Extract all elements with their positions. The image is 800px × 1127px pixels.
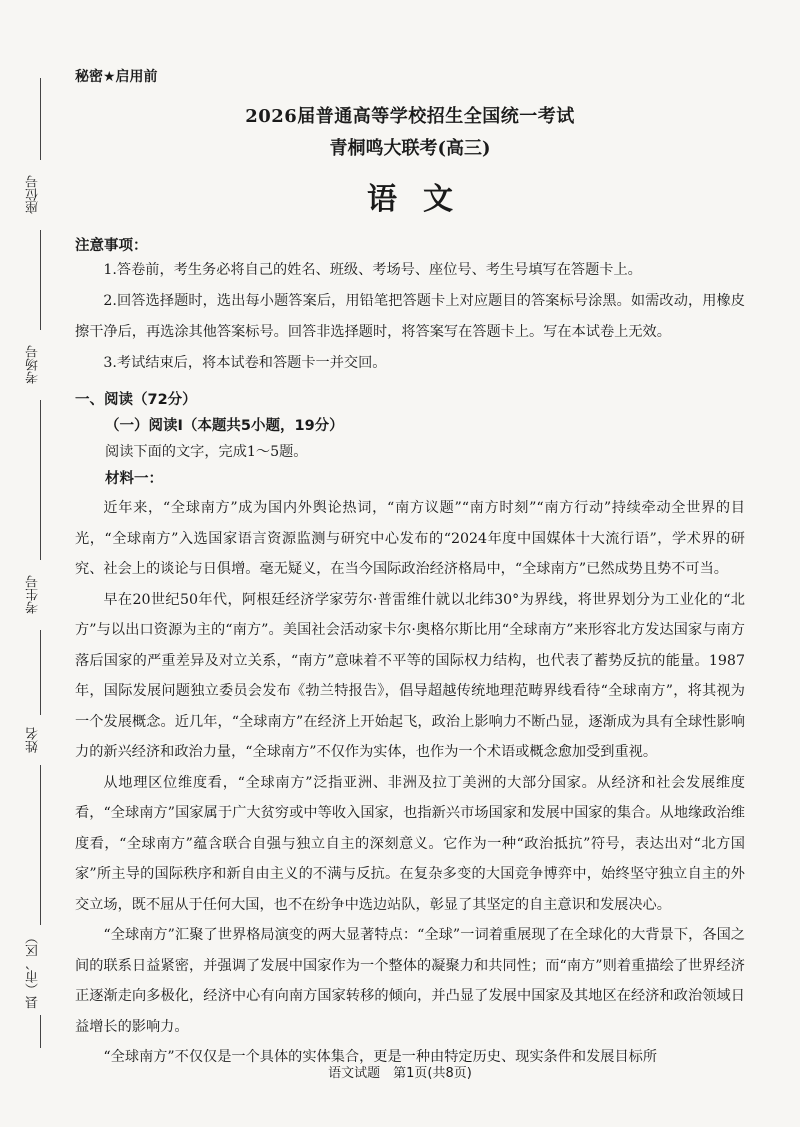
notice-item: 3.考试结束后，将本试卷和答题卡一并交回。 (103, 355, 387, 371)
exam-subtitle: 青桐鸣大联考(高三) (329, 138, 491, 159)
exam-title: 2026届普通高等学校招生全国统一考试 (245, 106, 575, 127)
notice-list (75, 255, 745, 379)
reading-instruction: 阅读下面的文字，完成1～5题。 (105, 444, 308, 460)
paragraph: 近年来，“全球南方”成为国内外舆论热词，“南方议题”“南方时刻”“南方行动”持续牵动全世界的目光，“全球南方”入选国家语言资源监测与研究中心发布的“2024年度中国媒体十大流行语”，学术界的研究、社会上的谈论与日俱增。毫无疑义，在当今国际政治经济格局中，“全球南方”已然成势且势不可当。 (75, 500, 745, 577)
notice-heading: 注意事项： (75, 238, 148, 254)
subsection-heading: （一）阅读Ⅰ（本题共5小题，19分） (105, 418, 344, 434)
paragraph: 从地理区位维度看，“全球南方”泛指亚洲、非洲及拉丁美洲的大部分国家。从经济和社会发展维度看，“全球南方”国家属于广大贫穷或中等收入国家，也指新兴市场国家和发展中国家的集合。从地缘政治维度看，“全球南方”蕴含联合自强与独立自主的深刻意义。它作为一种“政治抵抗”符号，表达出对“北方国家”所主导的国际秩序和新自由主义的不满与反抗。在复杂多变的大国竞争博弈中，始终坚守独立自主的外交立场，既不屈从于任何大国，也不在纷争中选边站队，彰显了其坚定的自主意识和发展决心。 (75, 774, 745, 913)
paragraph: “全球南方”汇聚了世界格局演变的两大显著特点：“全球”一词着重展现了在全球化的大背景下，各国之间的联系日益紧密，并强调了发展中国家作为一个整体的凝聚力和共同性；而“南方”则着重描绘了世界经济正逐渐走向多极化，经济中心有向南方国家转移的倾向，并凸显了发展中国家及其地区在经济和政治领域日益增长的影响力。 (75, 927, 745, 1035)
county-label: 县（市、区） (14, 925, 54, 1015)
student-number-label: 考生号 (14, 560, 54, 630)
name-label: 姓名 (14, 715, 54, 765)
paragraph: “全球南方”不仅仅是一个具体的实体集合，更是一种由特定历史、现实条件和发展目标所 (103, 1049, 658, 1065)
notice-item: 2.回答选择题时，选出每小题答案后，用铅笔把答题卡上对应题目的答案标号涂黑。如需改动，用橡皮擦干净后，再选涂其他答案标号。回答非选择题时，将答案写在答题卡上。写在本试卷上无效。 (75, 293, 745, 340)
section-heading: 一、阅读（72分） (75, 392, 197, 408)
exam-page (75, 66, 745, 1073)
seat-number-label: 座位号 (14, 160, 54, 230)
confidential-mark: 秘密★启用前 (75, 69, 158, 85)
material-label: 材料一： (105, 471, 163, 487)
exam-room-label: 考场号 (14, 330, 54, 400)
page-footer: 语文试题 第1页(共8页) (328, 1066, 472, 1081)
subject-title: 语文 (367, 182, 479, 217)
notice-item: 1.答卷前，考生务必将自己的姓名、班级、考场号、座位号、考生号填写在答题卡上。 (103, 262, 642, 278)
paragraph: 早在20世纪50年代，阿根廷经济学家劳尔·普雷维什就以北纬30°为界线，将世界划分为工业化的“北方”与以出口资源为主的“南方”。美国社会活动家卡尔·奥格尔斯比用“全球南方”来形容北方发达国家与南方落后国家的严重差异及对立关系，“南方”意味着不平等的国际权力结构，也代表了蓄势反抗的能量。1987年，国际发展问题独立委员会发布《勃兰特报告》，倡导超越传统地理范畴界线看待“全球南方”，将其视为一个发展概念。近几年，“全球南方”在经济上开始起飞，政治上影响力不断凸显，逐渐成为具有全球性影响力的新兴经济和政治力量，“全球南方”不仅作为实体，也作为一个术语或概念愈加受到重视。 (75, 591, 745, 760)
